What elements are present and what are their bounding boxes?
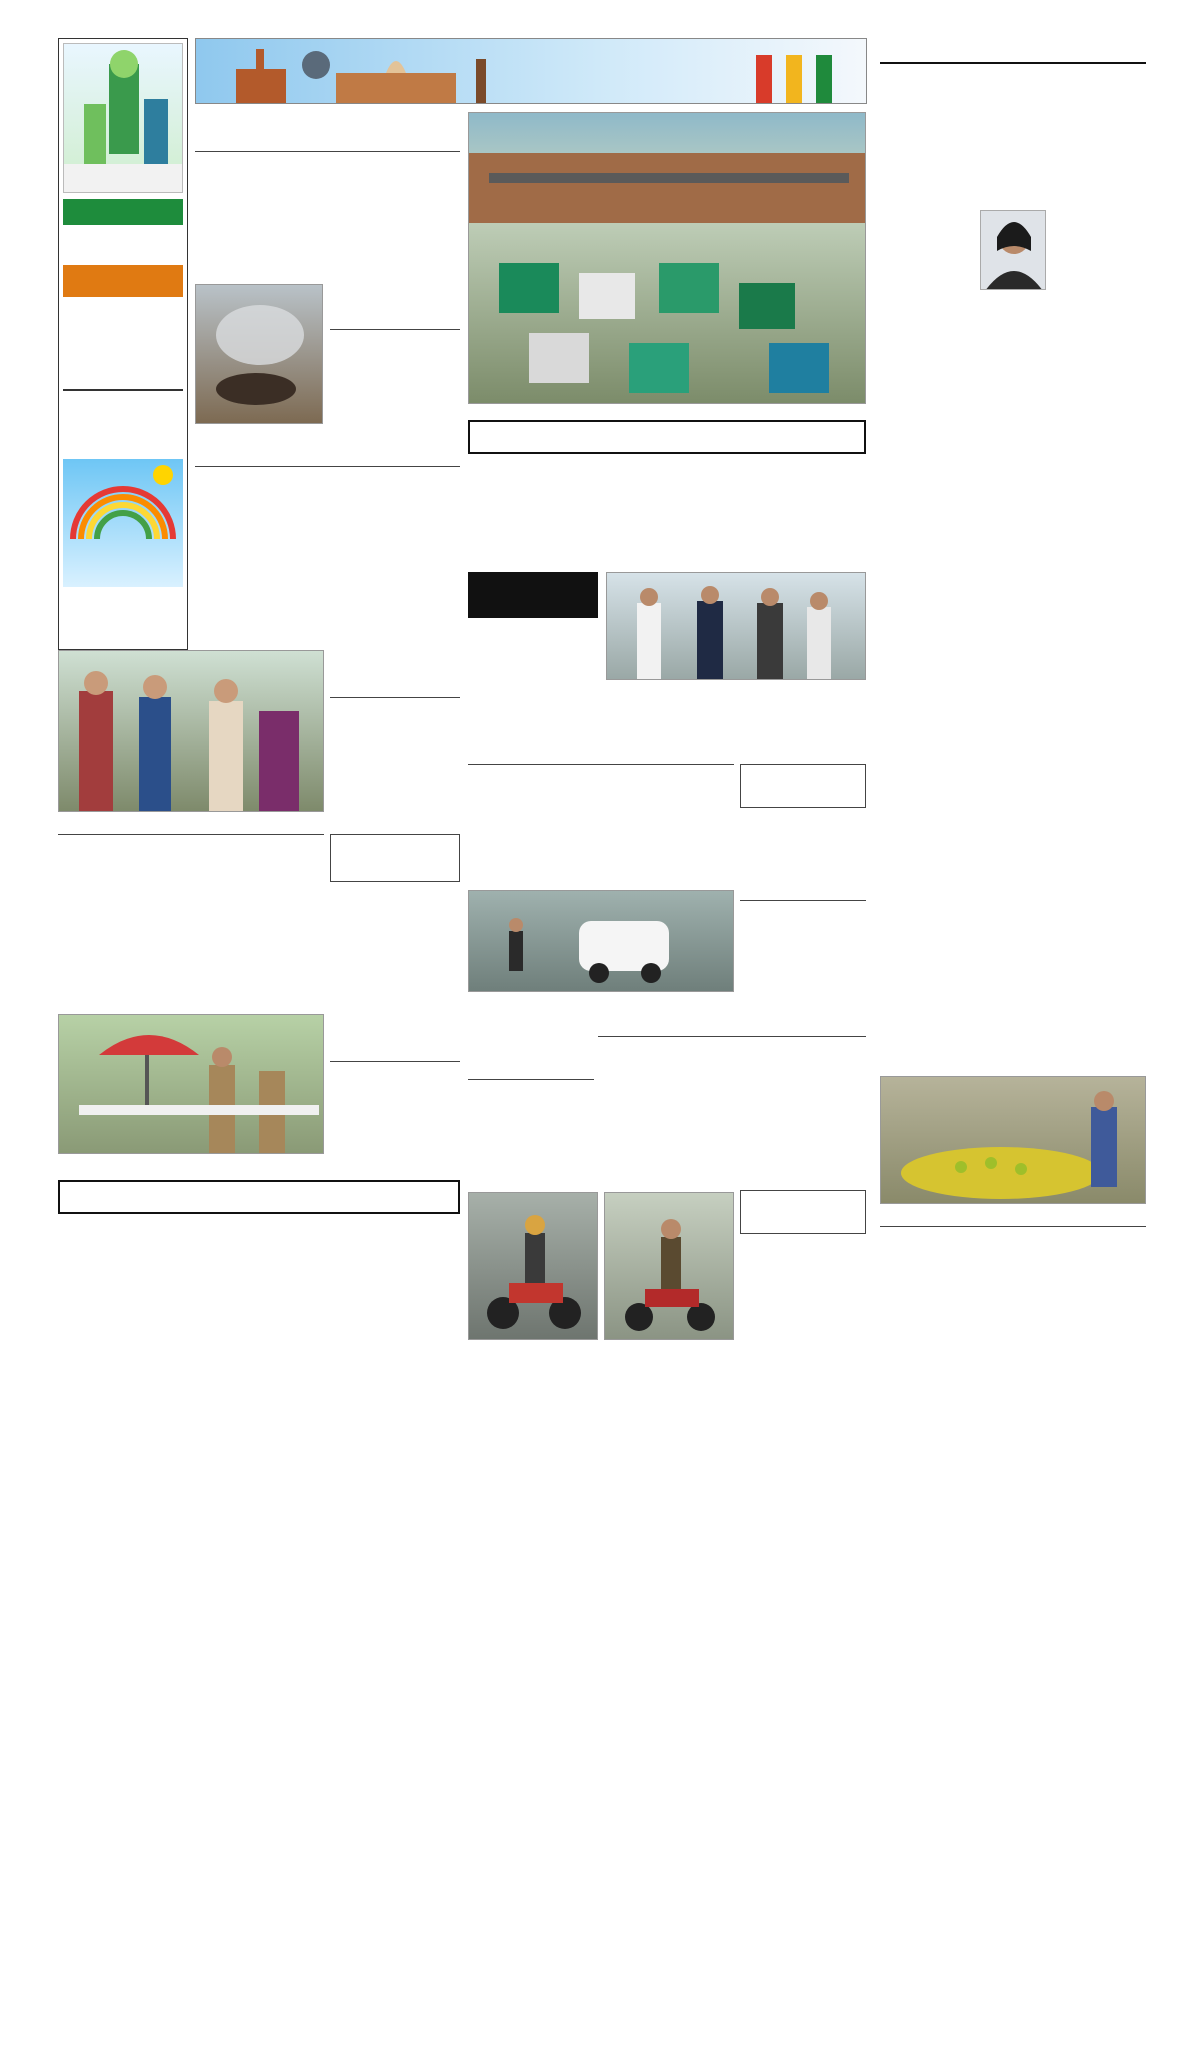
islam-headline bbox=[598, 1036, 866, 1056]
pti-subhead bbox=[880, 1248, 1146, 1264]
prayer-row bbox=[67, 320, 179, 335]
parking-headline-wide bbox=[195, 112, 460, 152]
prayer-row bbox=[67, 305, 179, 320]
rainbow-icon bbox=[63, 459, 183, 539]
islam-body bbox=[598, 1088, 866, 1184]
clean-punjab-body-3 bbox=[740, 478, 866, 558]
pti-body bbox=[880, 1266, 1146, 1350]
fiqh-heading bbox=[63, 389, 183, 391]
complaints-headline bbox=[58, 834, 324, 854]
wall-headline bbox=[740, 1190, 866, 1234]
clean-punjab-headline bbox=[468, 420, 866, 454]
column-title bbox=[880, 40, 1146, 64]
sun-icon bbox=[153, 465, 173, 485]
development-body bbox=[468, 622, 598, 756]
complaints-subhead bbox=[58, 856, 324, 886]
article-jail bbox=[330, 1014, 460, 1178]
article-peoples bbox=[740, 764, 866, 894]
section-banner bbox=[195, 38, 867, 104]
column-section bbox=[880, 40, 1146, 1170]
banner-skyline-icon bbox=[196, 39, 867, 104]
paradise-subhead bbox=[468, 784, 734, 812]
prayer-row bbox=[67, 335, 179, 350]
columnist-photo bbox=[980, 210, 1046, 290]
canal-body-1 bbox=[58, 1250, 188, 1378]
article-ipp bbox=[740, 900, 866, 1026]
islam-subhead bbox=[598, 1058, 866, 1086]
prayer-heading bbox=[63, 265, 183, 297]
article-paradise bbox=[468, 764, 734, 884]
inflation-body bbox=[195, 510, 460, 640]
column-body-a bbox=[880, 70, 1146, 208]
peoples-body bbox=[740, 812, 866, 892]
weather-box bbox=[63, 459, 183, 587]
column-body-d bbox=[880, 338, 1008, 1108]
person-icon bbox=[981, 211, 1046, 290]
canal-body-2 bbox=[194, 1250, 324, 1378]
lorry-body bbox=[468, 1084, 594, 1184]
article-lorry bbox=[468, 1036, 594, 1186]
photo-fire bbox=[195, 284, 323, 424]
smoke-icon bbox=[196, 285, 323, 424]
people-icon bbox=[59, 651, 324, 812]
clean-punjab-body-2 bbox=[604, 478, 730, 558]
local-issues-headline bbox=[330, 284, 460, 330]
article-clean-punjab bbox=[468, 420, 866, 558]
article-canal bbox=[58, 1180, 460, 1380]
sidebar-title-art bbox=[63, 43, 183, 193]
wall-body bbox=[740, 1238, 866, 1338]
rights-body bbox=[330, 702, 460, 810]
sun-heading bbox=[63, 199, 183, 225]
car-icon bbox=[469, 891, 734, 992]
ipp-body bbox=[740, 948, 866, 1024]
traffic-scene-icon bbox=[469, 113, 866, 404]
sidebar bbox=[58, 38, 188, 650]
article-inflation bbox=[195, 466, 460, 642]
article-complaints bbox=[58, 834, 324, 1004]
development-headline bbox=[468, 572, 598, 618]
photo-rally bbox=[58, 650, 324, 812]
fruit-cart-icon bbox=[881, 1077, 1146, 1204]
paradise-body bbox=[468, 814, 734, 882]
police-icon bbox=[59, 1015, 324, 1154]
article-development bbox=[468, 572, 598, 758]
prayer-list bbox=[67, 305, 179, 380]
motorbike-icon bbox=[469, 1193, 598, 1340]
peoples-headline bbox=[740, 764, 866, 808]
jail-headline bbox=[330, 1014, 460, 1062]
lorry-headline bbox=[468, 1036, 594, 1080]
ipp-headline bbox=[740, 900, 866, 944]
canal-body-3 bbox=[330, 1250, 460, 1378]
article-theft bbox=[330, 834, 460, 1010]
article-rights bbox=[330, 650, 460, 812]
clean-punjab-subhead bbox=[468, 458, 866, 474]
motorbike-icon-2 bbox=[605, 1193, 734, 1340]
prayer-row bbox=[67, 365, 179, 380]
photo-rain bbox=[468, 890, 734, 992]
article-local-issues bbox=[330, 284, 460, 456]
rights-headline bbox=[330, 650, 460, 698]
column-body-b bbox=[880, 212, 976, 330]
article-wall bbox=[740, 1190, 866, 1340]
parking-body bbox=[195, 156, 460, 264]
photo-fruit bbox=[880, 1076, 1146, 1204]
pti-headline bbox=[880, 1226, 1146, 1246]
canal-headline bbox=[58, 1180, 460, 1214]
development-body-wide bbox=[606, 706, 866, 756]
jail-body bbox=[330, 1066, 460, 1176]
officials-icon bbox=[607, 573, 866, 680]
photo-motorbike-2 bbox=[604, 1192, 734, 1340]
photo-police bbox=[58, 1014, 324, 1154]
local-issues-body bbox=[330, 334, 460, 454]
column-body-e bbox=[1018, 338, 1146, 1108]
complaints-body bbox=[58, 888, 324, 1002]
skyline-icon bbox=[64, 44, 183, 193]
photo-visit bbox=[606, 572, 866, 680]
theft-body bbox=[330, 886, 460, 1008]
paradise-headline bbox=[468, 764, 734, 782]
prayer-row bbox=[67, 350, 179, 365]
article-pti bbox=[880, 1226, 1146, 1352]
photo-motorbike-1 bbox=[468, 1192, 598, 1340]
inflation-subhead bbox=[195, 488, 460, 506]
canal-subhead bbox=[58, 1218, 460, 1248]
photo-parking bbox=[468, 112, 866, 404]
theft-headline bbox=[330, 834, 460, 882]
inflation-headline bbox=[195, 466, 460, 486]
column-body-c bbox=[1050, 212, 1146, 330]
